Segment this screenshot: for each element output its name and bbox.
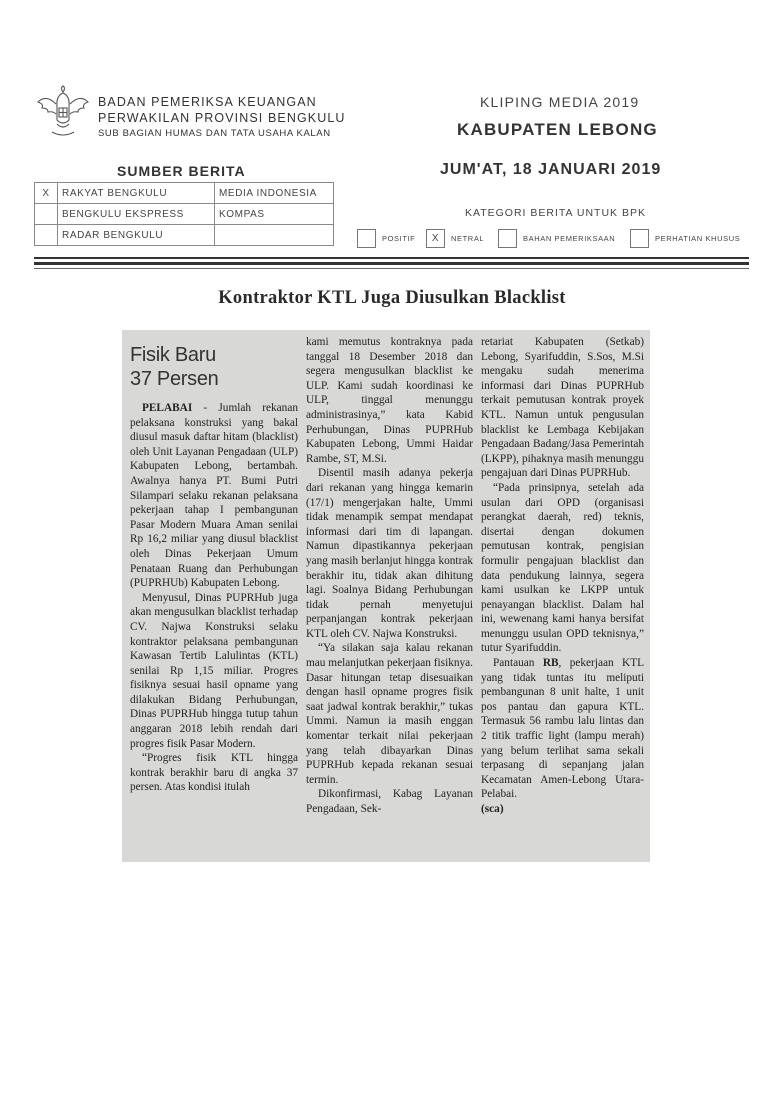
reporter-signoff: (sca) xyxy=(481,803,504,815)
source-other: KOMPAS xyxy=(215,204,334,225)
source-table xyxy=(34,182,334,246)
sumber-berita-title: SUMBER BERITA xyxy=(117,163,246,179)
category-label: NETRAL xyxy=(451,234,485,243)
article-paragraph: Dikonfirmasi, Kabag Layanan Pengadaan, Sek- xyxy=(306,788,473,815)
article-paragraph: kami memutus kontraknya pada tanggal 18 Desember 2018 dan segera mengusulkan blacklist ke ULP. Kami sudah koordinasi ke ULP, tinggal menunggu administrasinya,” kata Kabid Perhubungan, Dinas PUPRHub Kabupaten Lebong, Ummi Haidar Rambe, ST, M.Si. xyxy=(306,336,473,465)
article-subhead xyxy=(130,343,298,391)
article-column-2 xyxy=(306,335,473,817)
publication-date: JUM'AT, 18 JANUARI 2019 xyxy=(440,161,662,178)
source-name: RAKYAT BENGKULU xyxy=(58,183,215,204)
article-paragraph xyxy=(481,656,644,802)
garuda-emblem-icon xyxy=(36,84,90,142)
source-row xyxy=(35,204,334,225)
source-row xyxy=(35,183,334,204)
kliping-title: KLIPING MEDIA 2019 xyxy=(480,94,640,110)
article-column-3 xyxy=(481,335,644,817)
category-label: POSITIF xyxy=(382,234,416,243)
article-paragraph: “Progres fisik KTL hingga kontrak berakhir baru di angka 37 persen. Atas kondisi itulah xyxy=(130,752,298,794)
paragraph-text: - Jumlah rekanan pelaksana konstruksi yang bakal diusul masuk daftar hitam (blacklist) oleh Unit Layanan Pengadaan (ULP) Kabupaten Lebong, bertambah. Awalnya hanya PT. Bumi Putri Silampari selaku rekanan pelaksana pekerjaan tahap I pembangunan Pasar Modern Muara Aman senilai Rp 16,2 miliar yang diusul blacklist oleh Dinas Pekerjaan Umum Penataan Ruang dan Perhubungan (PUPRHUb) Kabupaten Lebong. xyxy=(130,402,298,590)
header-divider xyxy=(34,257,749,259)
source-mark xyxy=(35,225,58,246)
category-checkbox xyxy=(498,229,517,248)
article-paragraph: Menyusul, Dinas PUPRHub juga akan mengusulkan blacklist terhadap CV. Najwa Konstruksi selaku kontraktor pelaksana pembangunan Kawasan Tertib Lalulintas (KTL) senilai Rp 1,15 miliar. Progres fisiknya sesuai hasil opname yang dilakukan Bidang Perhubungan, Dinas PUPRHub hingga tutup tahun anggaran 2018 lebih rendah dari progres fisik Pasar Modern. xyxy=(130,591,298,750)
source-other: MEDIA INDONESIA xyxy=(215,183,334,204)
category-checkbox: X xyxy=(426,229,445,248)
source-mark: X xyxy=(35,183,58,204)
article-paragraph: “Pada prinsipnya, setelah ada usulan dari OPD (organisasi perangkat daerah, red) teknis, disertai dengan dokumen pemutusan kontrak, pengisian formulir pengajuan blacklist dan data pendukung lainnya, segera kami usulkan ke LKPP untuk penayangan blacklist. Dalam hal ini, wewenang kami hanya bersifat menunggu usulan OPD teknisnya,” tutur Syarifuddin. xyxy=(481,481,644,655)
paragraph-lead: Pantauan xyxy=(493,657,543,670)
category-label: BAHAN PEMERIKSAAN xyxy=(523,234,616,243)
paragraph-text: , pekerjaan KTL yang tidak tuntas itu meliputi pembangunan 8 unit halte, 1 unit pos pantau dan gapura KTL. Termasuk 56 rambu lalu lintas dan 2 titik traffic light (lampu merah) yang belum terlihat sama sekali terpasang di sepanjang jalan Kecamatan Amen-Lebong Utara-Pelabai. xyxy=(481,657,644,801)
source-name: RADAR BENGKULU xyxy=(58,225,215,246)
category-positif xyxy=(357,229,415,248)
kategori-title: KATEGORI BERITA UNTUK BPK xyxy=(465,207,646,219)
header-divider xyxy=(34,268,749,269)
source-other xyxy=(215,225,334,246)
source-name: BENGKULU EKSPRESS xyxy=(58,204,215,225)
newspaper-abbrev: RB xyxy=(542,657,559,670)
article-paragraph: retariat Kabupaten (Setkab) Lebong, Syarifuddin, S.Sos, M.Si mengaku sudah menerima informasi dari Dinas PUPRHub terkait pemutusan kontrak proyek KTL. Namun untuk pengusulan blacklist ke Lembaga Kebijakan Pengadaan Badang/Jasa Pemerintah (LKPP), pihaknya masih menunggu pengajuan dari Dinas PUPRHub. xyxy=(481,336,644,480)
org-line-1: BADAN PEMERIKSA KEUANGAN xyxy=(98,95,317,109)
category-label: PERHATIAN KHUSUS xyxy=(655,234,741,243)
subhead-line-2: 37 Persen xyxy=(130,368,219,390)
org-line-2: PERWAKILAN PROVINSI BENGKULU xyxy=(98,111,346,125)
category-bahan-pemeriksaan xyxy=(498,229,615,248)
category-checkbox xyxy=(357,229,376,248)
source-row xyxy=(35,225,334,246)
source-mark xyxy=(35,204,58,225)
category-checkbox xyxy=(630,229,649,248)
category-perhatian-khusus xyxy=(630,229,740,248)
header-divider xyxy=(34,262,749,265)
article-paragraph: Disentil masih adanya pekerja dari rekanan yang hingga kemarin (17/1) mengerjakan halte, Ummi tidak menampik sempat mendapat informasi dari tim di lapangan. Namun dipastikannya pekerjaan yang masih berlanjut hingga kontrak berakhir itu, tidak akan dihitung lagi. Soalnya Bidang Perhubungan tidak pernah menyetujui perpanjangan kontrak pekerjaan KTL oleh CV. Najwa Konstruksi. xyxy=(306,467,473,640)
article-paragraph xyxy=(130,401,298,591)
article-paragraph: “Ya silakan saja kalau rekanan mau melanjutkan pekerjaan fisiknya. Dasar hitungan tetap disesuaikan dengan hasil opname progres fisik saat jadwal kontrak berakhir,” tukas Ummi. Namun ia masih enggan komentar terkait nilai pekerjaan yang telah dibayarkan Dinas PUPRHub kepada rekanan sesuai termin. xyxy=(306,642,473,786)
subhead-line-1: Fisik Baru xyxy=(130,344,216,366)
organization-name xyxy=(98,94,346,142)
article-column-1 xyxy=(130,343,298,795)
category-netral xyxy=(426,229,484,248)
article-headline: Kontraktor KTL Juga Diusulkan Blacklist xyxy=(218,288,566,308)
kabupaten-title: KABUPATEN LEBONG xyxy=(457,120,658,139)
dateline: PELABAI xyxy=(142,402,193,414)
org-line-3: SUB BAGIAN HUMAS DAN TATA USAHA KALAN xyxy=(98,128,331,139)
